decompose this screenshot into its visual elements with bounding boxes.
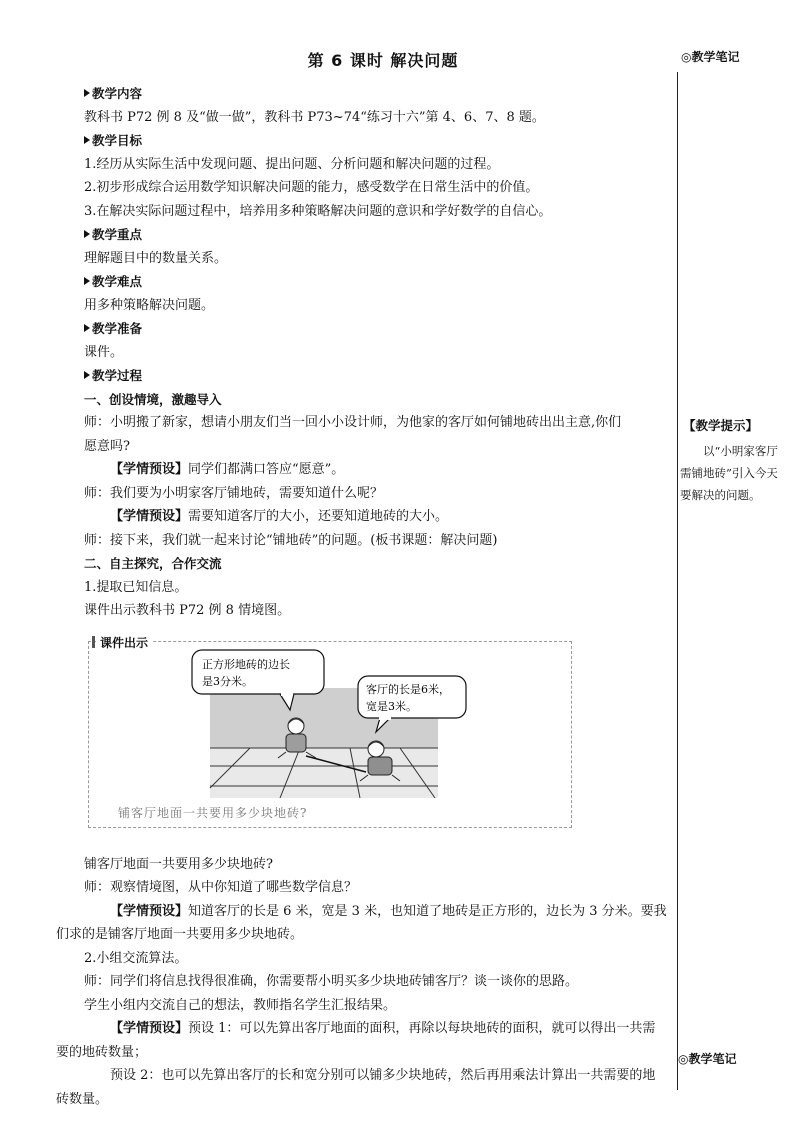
part-title: 一、创设情境，激趣导入 [84,391,222,407]
section-heading: 教学过程 [84,364,672,388]
figure-caption: 铺客厅地面一共要用多少块地砖? [118,806,308,820]
paragraph: 师：观察情境图，从中你知道了哪些数学信息？ [84,880,358,895]
triangle-bullet-icon [84,324,90,332]
goal-item: 3.在解决实际问题过程中，培养用多种策略解决问题的意识和学好数学的自信心。 [84,203,552,219]
paragraph: 课件出示教科书 P72 例 8 情境图。 [84,603,291,618]
paragraph: 学生小组内交流自己的想法，教师指名学生汇报结果。 [84,997,397,1013]
goal-item: 1.经历从实际生活中发现问题、提出问题、分析问题和解决问题的过程。 [84,156,500,172]
section-text: 课件。 [84,344,124,360]
courseware-tag: 课件出示 [96,634,152,651]
preset-paragraph: 【学情预设】知道客厅的长是 6 米，宽是 3 米，也知道了地砖是正方形的，边长为 3 分米。要我 [110,903,667,919]
paragraph: 师：我们要为小明家客厅铺地砖，需要知道什么呢？ [84,485,384,501]
section-text: 理解题目中的数量关系。 [84,250,228,266]
paragraph: 2.小组交流算法。 [84,950,188,966]
triangle-bullet-icon [84,230,90,238]
room-floor [210,748,438,798]
teaching-hint-text: 以“小明家客厅需铺地砖”引入今天要解决的问题。 [680,444,778,502]
main-content [56,82,672,1111]
bubble-left-line1: 正方形地砖的边长 [202,658,290,671]
teaching-hint-title: 【教学提示】 [683,418,759,433]
part-title: 二、自主探究，合作交流 [84,556,222,571]
section-heading: 教学内容 [84,82,672,106]
paragraph: 1.提取已知信息。 [84,579,188,595]
paragraph: 砖数量。 [56,1091,109,1107]
paragraph: 愿意吗? [84,438,130,454]
bubble-right-line2: 宽是3米。 [366,700,417,713]
preset-paragraph: 【学情预设】同学们都满口答应“愿意”。 [110,462,345,477]
preset-paragraph: 【学情预设】需要知道客厅的大小，还要知道地砖的大小。 [110,509,449,524]
section-heading: 教学准备 [84,317,672,341]
page-title: 第 6 课时 解决问题 [307,51,459,70]
section-heading: 教学难点 [84,270,672,294]
bubble-left-line2: 是3分米。 [202,675,253,688]
paragraph: 要的地砖数量； [56,1044,148,1060]
triangle-bullet-icon [84,277,90,285]
bubble-right-line1: 客厅的长是6米， [366,683,450,696]
paragraph: 师：同学们将信息找得很准确，你需要帮小明买多少块地砖铺客厅？谈一谈你的思路。 [84,974,579,989]
section-text: 教科书 P72 例 8 及“做一做”，教科书 P73~74“练习十六”第 4、6、7、8 题。 [84,109,545,125]
paragraph: 预设 2：也可以先算出客厅的长和宽分别可以铺多少块地砖，然后再用乘法计算出一共需要的地 [110,1068,656,1083]
preset-paragraph: 【学情预设】预设 1：可以先算出客厅地面的面积，再除以每块地砖的面积，就可以得出一共需 [110,1021,656,1036]
paragraph: 师：小明搬了新家，想请小朋友们当一回小小设计师，为他家的客厅如何铺地砖出出主意,你们 [84,415,622,430]
side-divider [677,72,678,1090]
section-heading: 教学目标 [84,129,672,153]
teaching-notes-label-bottom: ◎教学笔记 [678,1052,737,1066]
floor-tiling-illustration [190,648,470,798]
triangle-bullet-icon [84,371,90,379]
triangle-bullet-icon [84,136,90,144]
goal-item: 2.初步形成综合运用数学知识解决问题的能力，感受数学在日常生活中的价值。 [84,180,539,195]
section-heading: 教学重点 [84,223,672,247]
paragraph: 铺客厅地面一共要用多少块地砖? [84,856,273,872]
section-text: 用多种策略解决问题。 [84,297,215,313]
triangle-bullet-icon [84,89,90,97]
paragraph: 们求的是铺客厅地面一共要用多少块地砖。 [56,927,304,942]
teaching-notes-label-top: ◎教学笔记 [681,50,740,64]
paragraph: 师：接下来，我们就一起来讨论“铺地砖”的问题。(板书课题：解决问题) [84,532,498,548]
